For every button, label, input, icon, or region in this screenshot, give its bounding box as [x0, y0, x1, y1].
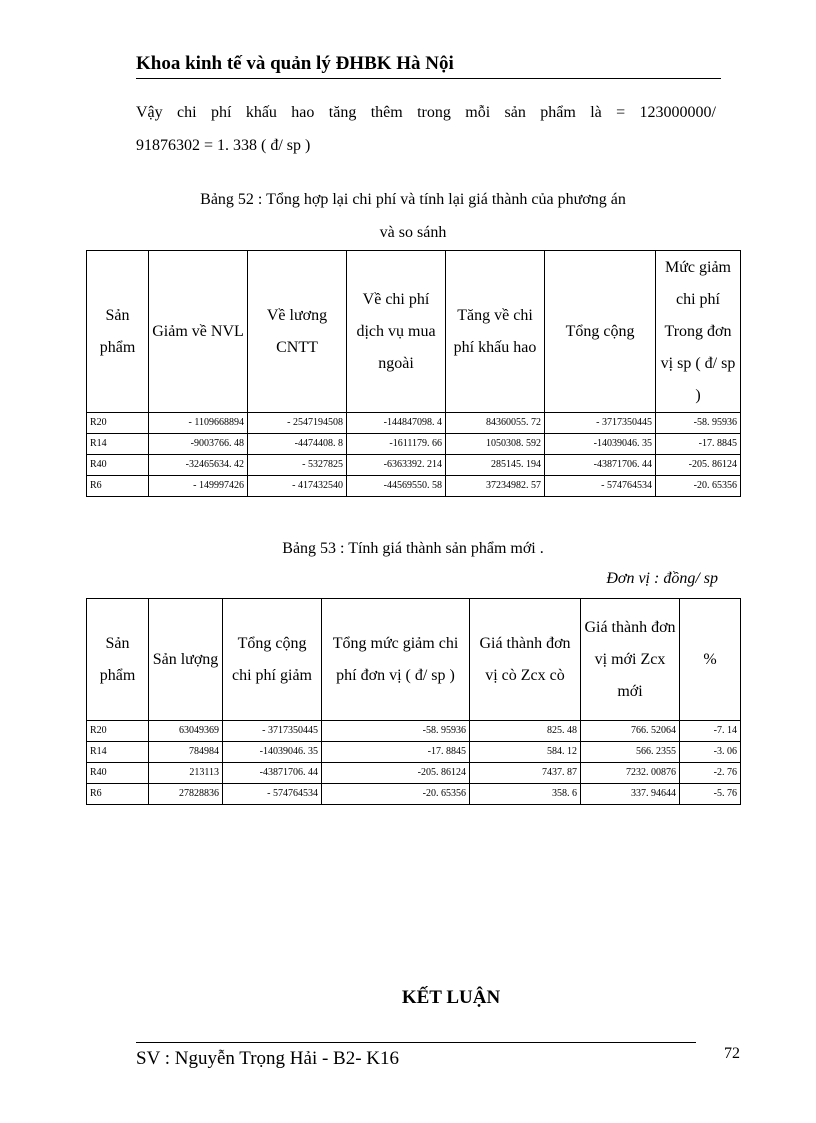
table-52-header-total: Tổng cộng	[545, 251, 656, 413]
table-52-header-wage: Về lương CNTT	[248, 251, 347, 413]
table-row	[87, 742, 741, 763]
table-row	[87, 455, 741, 476]
paragraph-line-2: 91876302 = 1. 338 ( đ/ sp )	[136, 137, 311, 154]
table-cell: 285145. 194	[446, 455, 545, 476]
table-53-header-product: Sản phẩm	[87, 599, 149, 721]
table-cell: R20	[87, 413, 149, 434]
table-53-header-unit-reduction: Tổng mức giảm chi phí đơn vị ( đ/ sp )	[322, 599, 470, 721]
table-cell: 63049369	[149, 721, 223, 742]
table-row	[87, 784, 741, 805]
table-53-header-output: Sản lượng	[149, 599, 223, 721]
table-cell: - 149997426	[149, 476, 248, 497]
table-cell: 213113	[149, 763, 223, 784]
table-53-header-total-reduction: Tổng cộng chi phí giảm	[223, 599, 322, 721]
table-row	[87, 721, 741, 742]
table-cell: - 574764534	[545, 476, 656, 497]
table-cell: -5. 76	[680, 784, 741, 805]
table-cell: 766. 52064	[581, 721, 680, 742]
table-row	[87, 434, 741, 455]
table-52-header-services: Về chi phí dịch vụ mua ngoài	[347, 251, 446, 413]
table-row	[87, 476, 741, 497]
table-52-caption-line-2: và so sánh	[379, 224, 447, 241]
table-52-caption-line-1: Bảng 52 : Tổng hợp lại chi phí và tính lại giá thành của phương án	[200, 191, 626, 208]
table-cell: -17. 8845	[322, 742, 470, 763]
table-cell: -4474408. 8	[248, 434, 347, 455]
table-53-header-percent: %	[680, 599, 741, 721]
table-cell: -14039046. 35	[223, 742, 322, 763]
page-header: Khoa kinh tế và quản lý ĐHBK Hà Nội	[136, 50, 721, 79]
table-cell: 566. 2355	[581, 742, 680, 763]
table-cell: R40	[87, 455, 149, 476]
table-52-header-product: Sản phẩm	[87, 251, 149, 413]
table-row	[87, 763, 741, 784]
table-53-header-old-cost: Giá thành đơn vị cò Zcx cò	[470, 599, 581, 721]
table-cell: R20	[87, 721, 149, 742]
table-cell: 37234982. 57	[446, 476, 545, 497]
table-cell: - 417432540	[248, 476, 347, 497]
table-52-header-row	[87, 251, 741, 413]
table-cell: 784984	[149, 742, 223, 763]
table-cell: -14039046. 35	[545, 434, 656, 455]
table-cell: -7. 14	[680, 721, 741, 742]
table-cell: - 3717350445	[223, 721, 322, 742]
table-cell: 825. 48	[470, 721, 581, 742]
table-cell: -20. 65356	[656, 476, 741, 497]
table-cell: 7232. 00876	[581, 763, 680, 784]
conclusion-heading: KẾT LUẬN	[401, 987, 501, 1008]
table-cell: 358. 6	[470, 784, 581, 805]
table-53-header-row	[87, 599, 741, 721]
table-cell: -58. 95936	[322, 721, 470, 742]
table-52	[86, 250, 741, 497]
table-cell: -43871706. 44	[545, 455, 656, 476]
table-cell: - 5327825	[248, 455, 347, 476]
table-52-header-unit-reduction: Mức giảm chi phí Trong đơn vị sp ( đ/ sp )	[656, 251, 741, 413]
footer-author: SV : Nguyễn Trọng Hải - B2- K16	[136, 1048, 400, 1069]
table-53-header-new-cost: Giá thành đơn vị mới Zcx mới	[581, 599, 680, 721]
table-cell: R14	[87, 742, 149, 763]
table-cell: 337. 94644	[581, 784, 680, 805]
table-row	[87, 413, 741, 434]
table-cell: - 1109668894	[149, 413, 248, 434]
table-cell: - 3717350445	[545, 413, 656, 434]
table-cell: -43871706. 44	[223, 763, 322, 784]
footer-divider	[136, 1042, 696, 1043]
table-cell: 84360055. 72	[446, 413, 545, 434]
depreciation-paragraph	[136, 96, 716, 162]
table-cell: -44569550. 58	[347, 476, 446, 497]
table-cell: 27828836	[149, 784, 223, 805]
paragraph-line-1: Vậy chi phí khấu hao tăng thêm trong mỗi sản phẩm là = 123000000/	[136, 104, 716, 121]
table-cell: -20. 65356	[322, 784, 470, 805]
table-cell: -1611179. 66	[347, 434, 446, 455]
page-number: 72	[724, 1045, 740, 1062]
table-cell: -205. 86124	[322, 763, 470, 784]
table-52-header-material: Giảm về NVL	[149, 251, 248, 413]
table-cell: -9003766. 48	[149, 434, 248, 455]
table-cell: -6363392. 214	[347, 455, 446, 476]
table-cell: -2. 76	[680, 763, 741, 784]
table-cell: -32465634. 42	[149, 455, 248, 476]
table-53-unit: Đơn vị : đồng/ sp	[606, 570, 718, 587]
table-cell: R40	[87, 763, 149, 784]
table-cell: -144847098. 4	[347, 413, 446, 434]
table-cell: - 2547194508	[248, 413, 347, 434]
table-cell: -58. 95936	[656, 413, 741, 434]
table-cell: R6	[87, 784, 149, 805]
table-53	[86, 598, 741, 805]
table-52-header-depreciation: Tăng về chi phí khấu hao	[446, 251, 545, 413]
table-cell: -17. 8845	[656, 434, 741, 455]
table-53-caption: Bảng 53 : Tính giá thành sản phẩm mới .	[282, 540, 544, 557]
table-cell: 1050308. 592	[446, 434, 545, 455]
table-cell: - 574764534	[223, 784, 322, 805]
table-cell: -205. 86124	[656, 455, 741, 476]
table-cell: 7437. 87	[470, 763, 581, 784]
table-cell: -3. 06	[680, 742, 741, 763]
table-cell: R6	[87, 476, 149, 497]
table-cell: 584. 12	[470, 742, 581, 763]
table-cell: R14	[87, 434, 149, 455]
